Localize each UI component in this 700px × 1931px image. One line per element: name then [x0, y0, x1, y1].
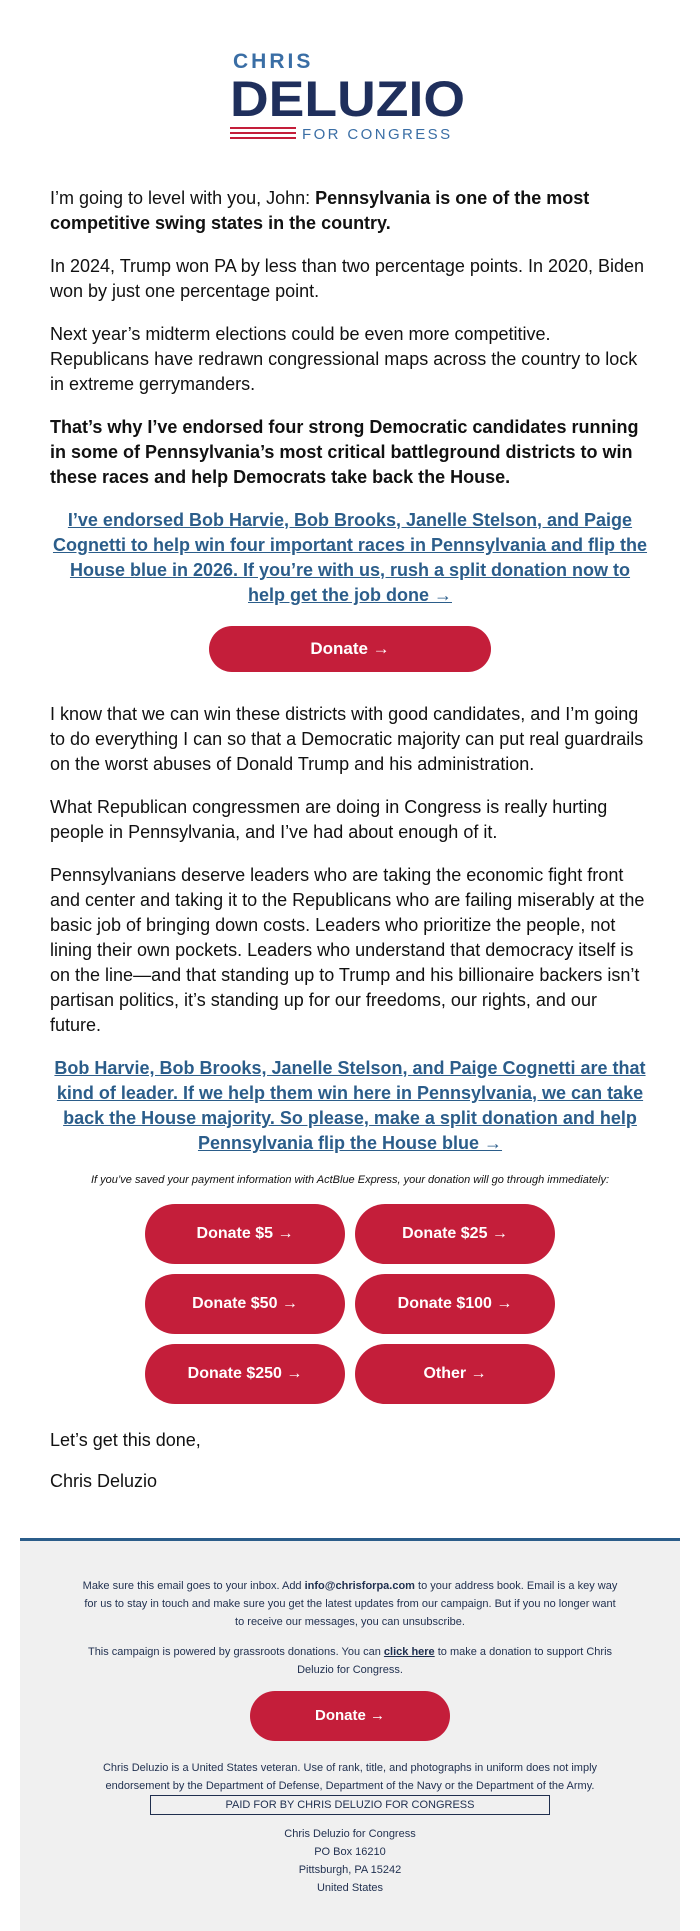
intro-paragraph: [50, 186, 650, 236]
donate-button[interactable]: Donate →: [209, 626, 491, 672]
inbox-notice: Make sure this email goes to your inbox. Add info@chrisforpa.com to your address book. Email is a key way for us to stay in touch and make sure you get the latest updates from our campaign. But if you no longer want to receive our messages, you can unsubscribe.: [82, 1580, 618, 1628]
mailing-address: [80, 1825, 620, 1897]
address-line: Chris Deluzio for Congress: [284, 1828, 416, 1840]
logo-first-name: CHRIS: [233, 50, 314, 73]
intro-bold-text: Pennsylvania is one of the most competitive swing states in the country.: [50, 188, 590, 233]
paid-for-disclaimer: PAID FOR BY CHRIS DELUZIO FOR CONGRESS: [150, 1795, 550, 1815]
actblue-express-note: If you’ve saved your payment information with ActBlue Express, your donation will go through immediately:: [90, 1174, 610, 1186]
email-footer: [20, 1538, 680, 1931]
leaders-paragraph: Pennsylvanians deserve leaders who are taking the economic fight front and center and taking it to the Republicans who are failing miserably at the basic job of bringing down costs. Leaders who prioritize the people, not lining their own pockets. Leaders who understand that democracy itself is on the line—and that standing up to Trump and his billionaire backers isn’t partisan politics, it’s standing up for our freedoms, our rights, and our future.: [50, 865, 645, 1035]
intro-text: I’m going to level with you, John:: [50, 188, 316, 208]
logo-stripe: [230, 132, 296, 134]
logo-stripe: [230, 137, 296, 139]
grassroots-notice: This campaign is powered by grassroots donations. You can click here to make a donation to support Chris Deluzio for Congress.: [87, 1646, 613, 1676]
campaign-logo: [0, 48, 700, 143]
republicans-paragraph: What Republican congressmen are doing in Congress is really hurting people in Pennsylvania, and I’ve had about enough of it.: [50, 797, 608, 842]
signoff: Let’s get this done,: [50, 1430, 201, 1450]
address-line: PO Box 16210: [314, 1846, 386, 1858]
endorsement-paragraph: That’s why I’ve endorsed four strong Democratic candidates running in some of Pennsylvania’s most critical battleground districts to win these races and help Democrats take back the House.: [50, 417, 639, 487]
endorsement-donate-link[interactable]: I’ve endorsed Bob Harvie, Bob Brooks, Janelle Stelson, and Paige Cognetti to help win four important races in Pennsylvania and flip the House blue in 2026. If you’re with us, rush a split donation now to help get the job done →: [52, 510, 648, 605]
logo-last-name: DELUZIO: [230, 71, 465, 127]
donate-other-button[interactable]: Other →: [355, 1344, 555, 1404]
districts-paragraph: I know that we can win these districts with good candidates, and I’m going to do everything I can so that a Democratic majority can put real guardrails on the worst abuses of Donald Trump and his administration.: [50, 704, 644, 774]
donate-100-button[interactable]: Donate $100 →: [355, 1274, 555, 1334]
campaign-email[interactable]: info@chrisforpa.com: [304, 1580, 415, 1592]
address-line: United States: [316, 1882, 384, 1894]
signature: Chris Deluzio: [50, 1471, 158, 1491]
donate-250-button[interactable]: Donate $250 →: [145, 1344, 345, 1404]
election-margins-paragraph: In 2024, Trump won PA by less than two percentage points. In 2020, Biden won by just one percentage point.: [50, 256, 645, 301]
donate-25-button[interactable]: Donate $25 →: [355, 1204, 555, 1264]
logo-stripe: [230, 127, 296, 129]
donate-5-button[interactable]: Donate $5 →: [145, 1204, 345, 1264]
click-here-link[interactable]: click here: [383, 1646, 435, 1658]
donate-50-button[interactable]: Donate $50 →: [145, 1274, 345, 1334]
split-donation-link[interactable]: Bob Harvie, Bob Brooks, Janelle Stelson, and Paige Cognetti are that kind of leader. If we help them win here in Pennsylvania, we can take back the House majority. So please, make a split donation and help Pennsylvania flip the House blue →: [54, 1058, 646, 1153]
footer-donate-button[interactable]: Donate →: [250, 1691, 450, 1741]
logo-graphic: [230, 48, 470, 143]
logo-tagline: FOR CONGRESS: [302, 126, 453, 143]
donation-amount-grid: [145, 1204, 555, 1404]
veteran-disclaimer: Chris Deluzio is a United States veteran. Use of rank, title, and photographs in uniform does not imply endorsement by the Department of Defense, Department of the Navy or the Department of the Army.: [102, 1762, 598, 1792]
address-line: Pittsburgh, PA 15242: [298, 1864, 402, 1876]
email-body: [50, 186, 650, 1510]
midterms-paragraph: Next year’s midterm elections could be even more competitive. Republicans have redrawn congressional maps across the country to lock in extreme gerrymanders.: [50, 324, 638, 394]
